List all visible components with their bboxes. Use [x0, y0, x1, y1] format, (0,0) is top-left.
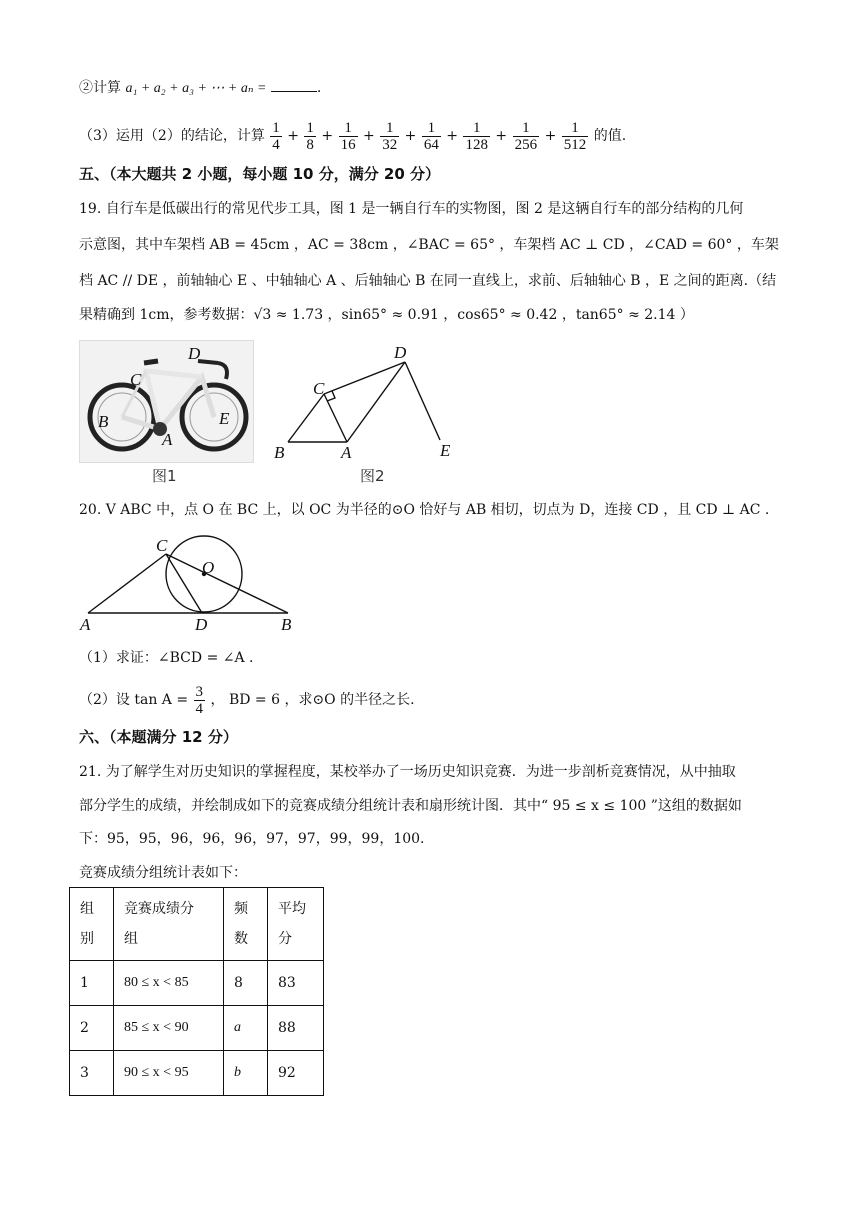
table-cell: a	[224, 1006, 268, 1051]
table-header-cell: 平均 分	[268, 888, 324, 961]
fraction-512: $\frac{1}{512}$	[563, 119, 587, 153]
answer-blank	[271, 78, 317, 92]
table-row	[70, 961, 324, 1006]
q21-line1: 21. 为了解学生对历史知识的掌握程度，某校举办了一场历史知识竞赛．为进一步剖析竞赛情况，从中抽取	[79, 764, 736, 780]
figure-2-geometry	[268, 338, 468, 488]
fraction-64: $\frac{1}{64}$	[423, 119, 439, 153]
fraction-4: $\frac{1}{4}$	[272, 119, 280, 153]
q20-label-d: D	[195, 615, 208, 634]
fig1-label-e: E	[219, 409, 230, 428]
q20-part1: （1）求证：∠BCD = ∠A .	[79, 650, 254, 666]
table-cell: 83	[268, 961, 324, 1006]
q19-line4: 果精确到 1cm，参考数据：√3 ≈ 1.73 ，sin65° ≈ 0.91 ，cos65° ≈ 0.42 ，tan65° ≈ 2.14 ）	[79, 307, 694, 323]
q21-line2: 部分学生的成绩，并绘制成如下的竞赛成绩分组统计表和扇形统计图．其中“ 95 ≤ x ≤ 100 ”这组的数据如	[79, 798, 742, 814]
fig2-caption: 图2	[360, 467, 385, 485]
q20-part2: （2）设 tan A = $\frac{3}{4}$ ， BD = 6 ，求⊙O 的半径之长.	[79, 683, 415, 717]
q18-part2b: ②计算 a₁ + a₂ + a₃ + ⋯ + aₙ = .	[79, 80, 322, 96]
q20-label-a: A	[80, 615, 91, 634]
fraction-8: $\frac{1}{8}$	[306, 119, 314, 153]
section-heading-5: 五、（本大题共 2 小题，每小题 10 分，满分 20 分）	[79, 165, 441, 183]
fig2-label-a: A	[341, 443, 352, 462]
table-cell: 88	[268, 1006, 324, 1051]
section-heading-6: 六、（本题满分 12 分）	[79, 728, 238, 746]
q21-line3: 下：95，95，96，96，96，97，97，99，99，100.	[79, 831, 425, 847]
fraction-128: $\frac{1}{128}$	[465, 119, 488, 153]
q20-label-b: B	[281, 615, 292, 634]
q20-label-c: C	[156, 536, 168, 555]
table-cell: 3	[70, 1051, 114, 1096]
fig1-label-d: D	[188, 344, 201, 363]
table-cell: b	[224, 1051, 268, 1096]
fig1-label-c: C	[130, 370, 142, 389]
q18-part3: （3）运用（2）的结论，计算 $\frac{1}{4}$ + $\frac{1}{8}$ + $\frac{1}{16}$ + $\frac{1}{32}$ + $\frac{1}{64}$ + $\frac{1}{128}$ + $\frac{1}{256}$ + $\frac{1}{512}$ 的值.	[79, 119, 627, 153]
svg-text:图1: 图1	[152, 467, 177, 485]
table-cell: 8	[224, 961, 268, 1006]
table-cell: 80 ≤ x < 85	[114, 961, 224, 1006]
sum-expression: a₁ + a₂ + a₃ + ⋯ + aₙ =	[125, 81, 267, 96]
fig2-label-e: E	[440, 441, 451, 460]
q19-line2: 示意图，其中车架档 AB = 45cm ，AC = 38cm ，∠BAC = 65° ，车架档 AC ⊥ CD ，∠CAD = 60° ，车架	[79, 237, 779, 253]
q20-circle-figure	[76, 534, 306, 634]
fig1-caption	[150, 464, 190, 486]
score-table	[69, 887, 324, 1096]
tan-fraction: $\frac{3}{4}$	[195, 683, 204, 717]
table-cell: 92	[268, 1051, 324, 1096]
table-title: 竞赛成绩分组统计表如下：	[79, 865, 247, 881]
q20-label-o: O	[202, 558, 215, 577]
bicycle-photo	[79, 340, 254, 463]
fig2-label-c: C	[313, 379, 325, 398]
table-header-cell: 竞赛成绩分 组	[114, 888, 224, 961]
fraction-series: $\frac{1}{4}$ + $\frac{1}{8}$ + $\frac{1}{16}$ + $\frac{1}{32}$ + $\frac{1}{64}$ + $\frac{1}{128}$ + $\frac{1}{256}$ + $\frac{1}{512}$	[272, 119, 587, 153]
q20-line1: 20. V ABC 中，点 O 在 BC 上，以 OC 为半径的⊙O 恰好与 AB 相切，切点为 D，连接 CD ，且 CD ⊥ AC .	[79, 502, 770, 518]
fig2-label-d: D	[394, 343, 407, 362]
table-header-cell: 频 数	[224, 888, 268, 961]
table-row	[70, 1006, 324, 1051]
table-cell: 90 ≤ x < 95	[114, 1051, 224, 1096]
table-cell: 2	[70, 1006, 114, 1051]
fraction-32: $\frac{1}{32}$	[382, 119, 398, 153]
q19-line3: 档 AC // DE ，前轴轴心 E 、中轴轴心 A 、后轴轴心 B 在同一直线上，求前、后轴轴心 B ，E 之间的距离.（结	[79, 273, 777, 289]
fig2-label-b: B	[274, 443, 285, 462]
table-cell: 1	[70, 961, 114, 1006]
table-header-row	[70, 888, 324, 961]
fraction-256: $\frac{1}{256}$	[514, 119, 538, 153]
fraction-16: $\frac{1}{16}$	[340, 119, 356, 153]
table-row	[70, 1051, 324, 1096]
table-header-cell: 组 别	[70, 888, 114, 961]
q19-line1: 19. 自行车是低碳出行的常见代步工具，图 1 是一辆自行车的实物图，图 2 是这辆自行车的部分结构的几何	[79, 201, 744, 217]
table-cell: 85 ≤ x < 90	[114, 1006, 224, 1051]
fig1-label-b: B	[98, 412, 109, 431]
fig1-label-a: A	[162, 430, 173, 449]
